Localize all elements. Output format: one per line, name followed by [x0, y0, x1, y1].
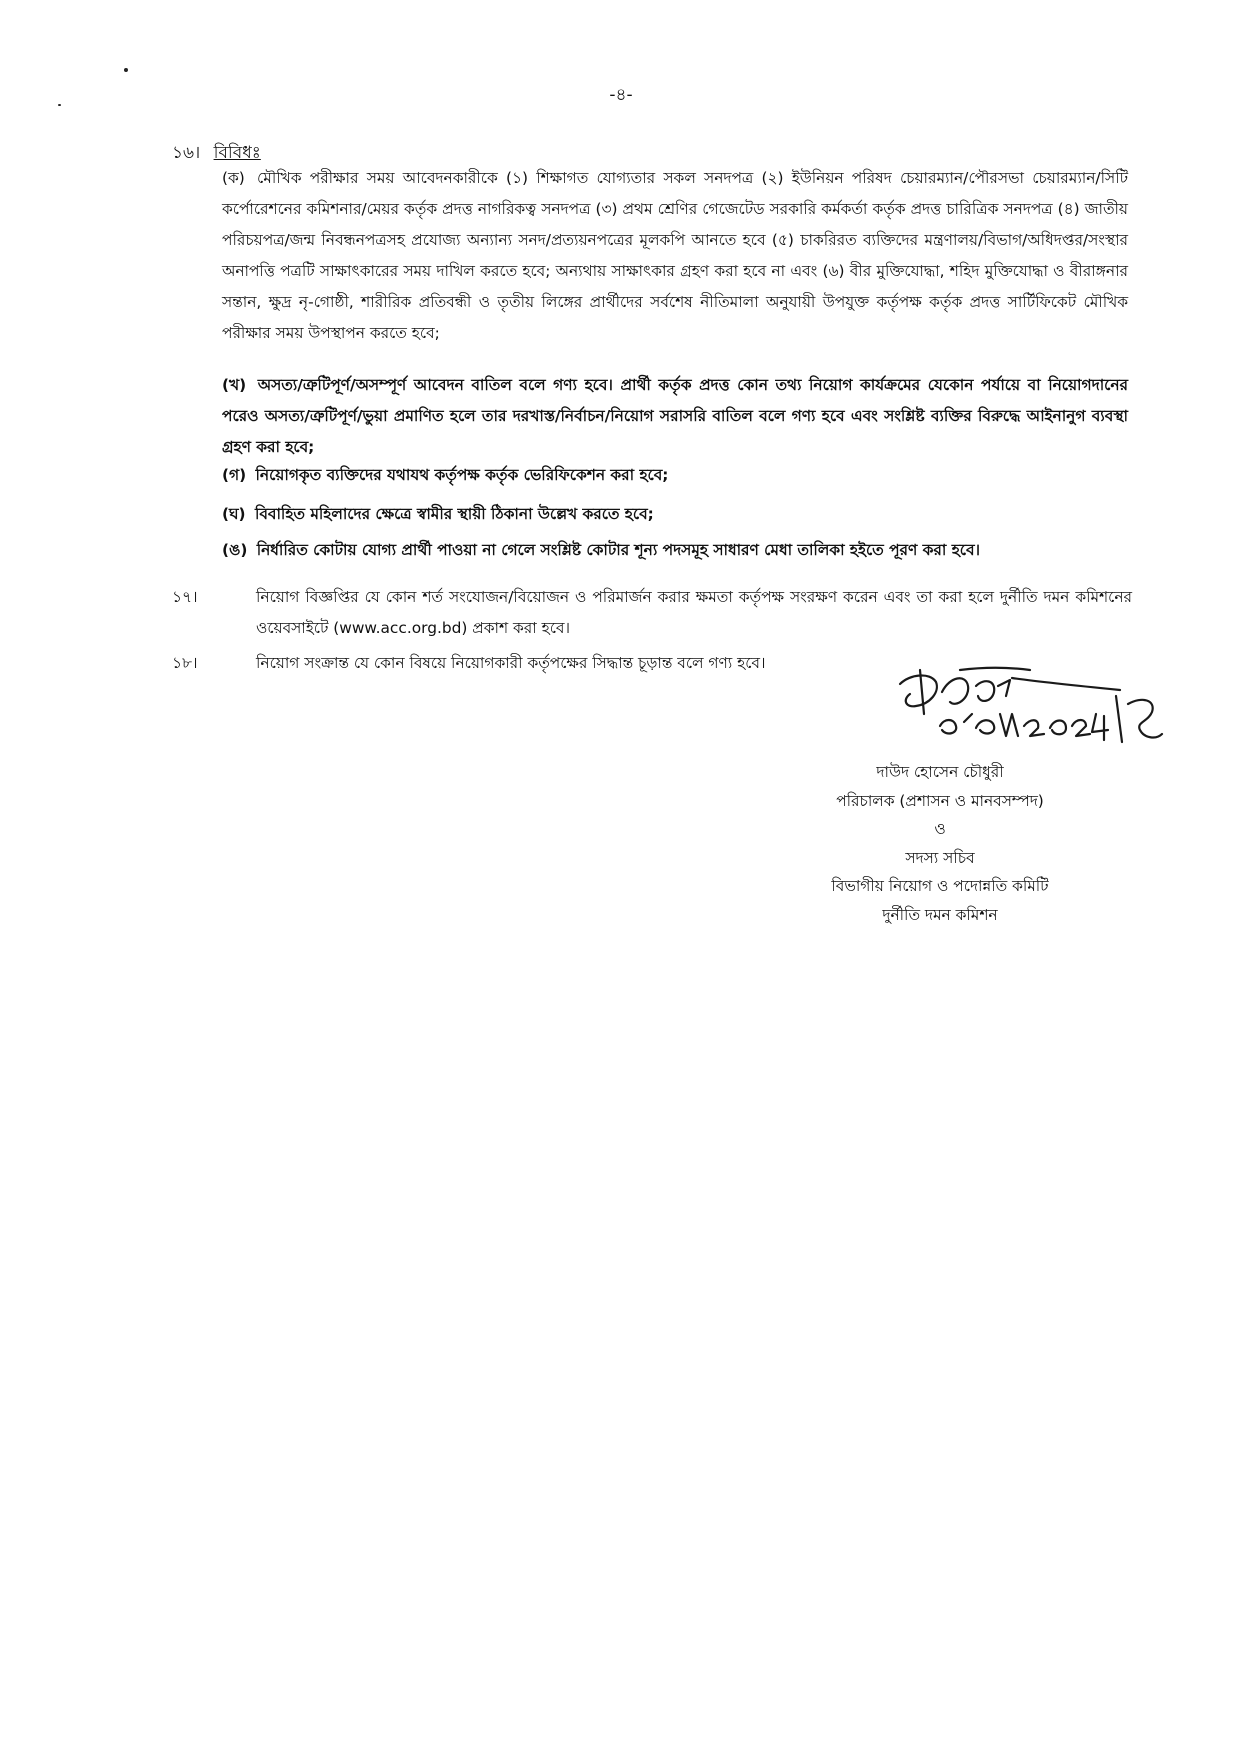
signature-block — [760, 758, 1120, 929]
signatory-organization: দুর্নীতি দমন কমিশন — [882, 905, 998, 924]
item-marker: (ক) — [222, 169, 245, 187]
clause-text: নিয়োগ সংক্রান্ত যে কোন বিষয়ে নিয়োগকারী কর্তৃপক্ষের সিদ্ধান্ত চূড়ান্ত বলে গণ্য হবে। — [256, 654, 766, 672]
signatory-designation: পরিচালক (প্রশাসন ও মানবসম্পদ) — [836, 791, 1044, 810]
clause-17 — [172, 582, 1132, 644]
clause-number: ১৭। — [172, 588, 198, 606]
section-number: ১৬। — [172, 143, 201, 163]
item-text: মৌখিক পরীক্ষার সময় আবেদনকারীকে (১) শিক্ষাগত যোগ্যতার সকল সনদপত্র (২) ইউনিয়ন পরিষদ চেয়ারম্যান/পৌরসভা চেয়ারম্যান/সিটি কর্পোরেশনের কমিশনার/মেয়র কর্তৃক প্রদত্ত নাগরিকত্ব সনদপত্র (৩) প্রথম শ্রেণির গেজেটেড সরকারি কর্মকর্তা কর্তৃক প্রদত্ত চারিত্রিক সনদপত্র (৪) জাতীয় পরিচয়পত্র/জন্ম নিবন্ধনপত্রসহ প্রযোজ্য অন্যান্য সনদ/প্রত্যয়নপত্রের মূলকপি আনতে হবে (৫) চাকরিরত ব্যক্তিদের মন্ত্রণালয়/বিভাগ/অধিদপ্তর/সংস্থার অনাপত্তি পত্রটি সাক্ষাৎকারের সময় দাখিল করতে হবে; অন্যথায় সাক্ষাৎকার গ্রহণ করা হবে না এবং (৬) বীর মুক্তিযোদ্ধা, শহিদ মুক্তিযোদ্ধা ও বীরাঙ্গনার সন্তান, ক্ষুদ্র নৃ-গোষ্ঠী, শারীরিক প্রতিবন্ধী ও তৃতীয় লিঙ্গের প্রার্থীদের সর্বশেষ নীতিমালা অনুযায়ী উপযুক্ত কর্তৃপক্ষ কর্তৃক প্রদত্ত সার্টিফিকেট মৌখিক পরীক্ষার সময় উপস্থাপন করতে হবে; — [222, 169, 1128, 342]
item-marker: (খ) — [222, 376, 247, 394]
item-text: নির্ধারিত কোটায় যোগ্য প্রার্থী পাওয়া না গেলে সংশ্লিষ্ট কোটার শূন্য পদসমূহ সাধারণ মেধা তালিকা হইতে পূরণ করা হবে। — [256, 541, 981, 559]
list-item — [222, 370, 1128, 463]
section-title: বিবিধঃ — [213, 143, 261, 163]
item-marker: (গ) — [222, 466, 247, 484]
item-text: নিয়োগকৃত ব্যক্তিদের যথাযথ কর্তৃপক্ষ কর্তৃক ভেরিফিকেশন করা হবে; — [255, 466, 669, 484]
signatory-name: দাউদ হোসেন চৌধুরী — [876, 763, 1004, 781]
handwritten-signature — [880, 656, 1180, 766]
item-marker: (ঘ) — [222, 505, 246, 523]
scan-speck — [124, 68, 128, 72]
list-item — [222, 460, 1128, 491]
list-item — [222, 163, 1128, 349]
clause-text: নিয়োগ বিজ্ঞপ্তির যে কোন শর্ত সংযোজন/বিয়োজন ও পরিমার্জন করার ক্ষমতা কর্তৃপক্ষ সংরক্ষণ করেন এবং তা করা হলে দুর্নীতি দমন কমিশনের ওয়েবসাইটে (www.acc.org.bd) প্রকাশ করা হবে। — [256, 588, 1132, 637]
list-item — [222, 499, 1128, 530]
clause-number: ১৮। — [172, 654, 198, 672]
item-marker: (ঙ) — [222, 541, 248, 559]
item-text: অসত্য/ত্রুটিপূর্ণ/অসম্পূর্ণ আবেদন বাতিল বলে গণ্য হবে। প্রার্থী কর্তৃক প্রদত্ত কোন তথ্য নিয়োগ কার্যক্রমের যেকোন পর্যায়ে বা নিয়োগদানের পরেও অসত্য/ত্রুটিপূর্ণ/ভুয়া প্রমাণিত হলে তার দরখাস্ত/নির্বাচন/নিয়োগ সরাসরি বাতিল বলে গণ্য হবে এবং সংশ্লিষ্ট ব্যক্তির বিরুদ্ধে আইনানুগ ব্যবস্থা গ্রহণ করা হবে; — [222, 376, 1128, 456]
item-text: বিবাহিত মহিলাদের ক্ষেত্রে স্বামীর স্থায়ী ঠিকানা উল্লেখ করতে হবে; — [254, 505, 654, 523]
signatory-committee: বিভাগীয় নিয়োগ ও পদোন্নতি কমিটি — [831, 877, 1049, 895]
signatory-conjunction: ও — [934, 820, 946, 838]
list-item — [222, 535, 1128, 566]
page-number: -৪- — [609, 85, 633, 105]
signatory-role: সদস্য সচিব — [905, 848, 975, 867]
